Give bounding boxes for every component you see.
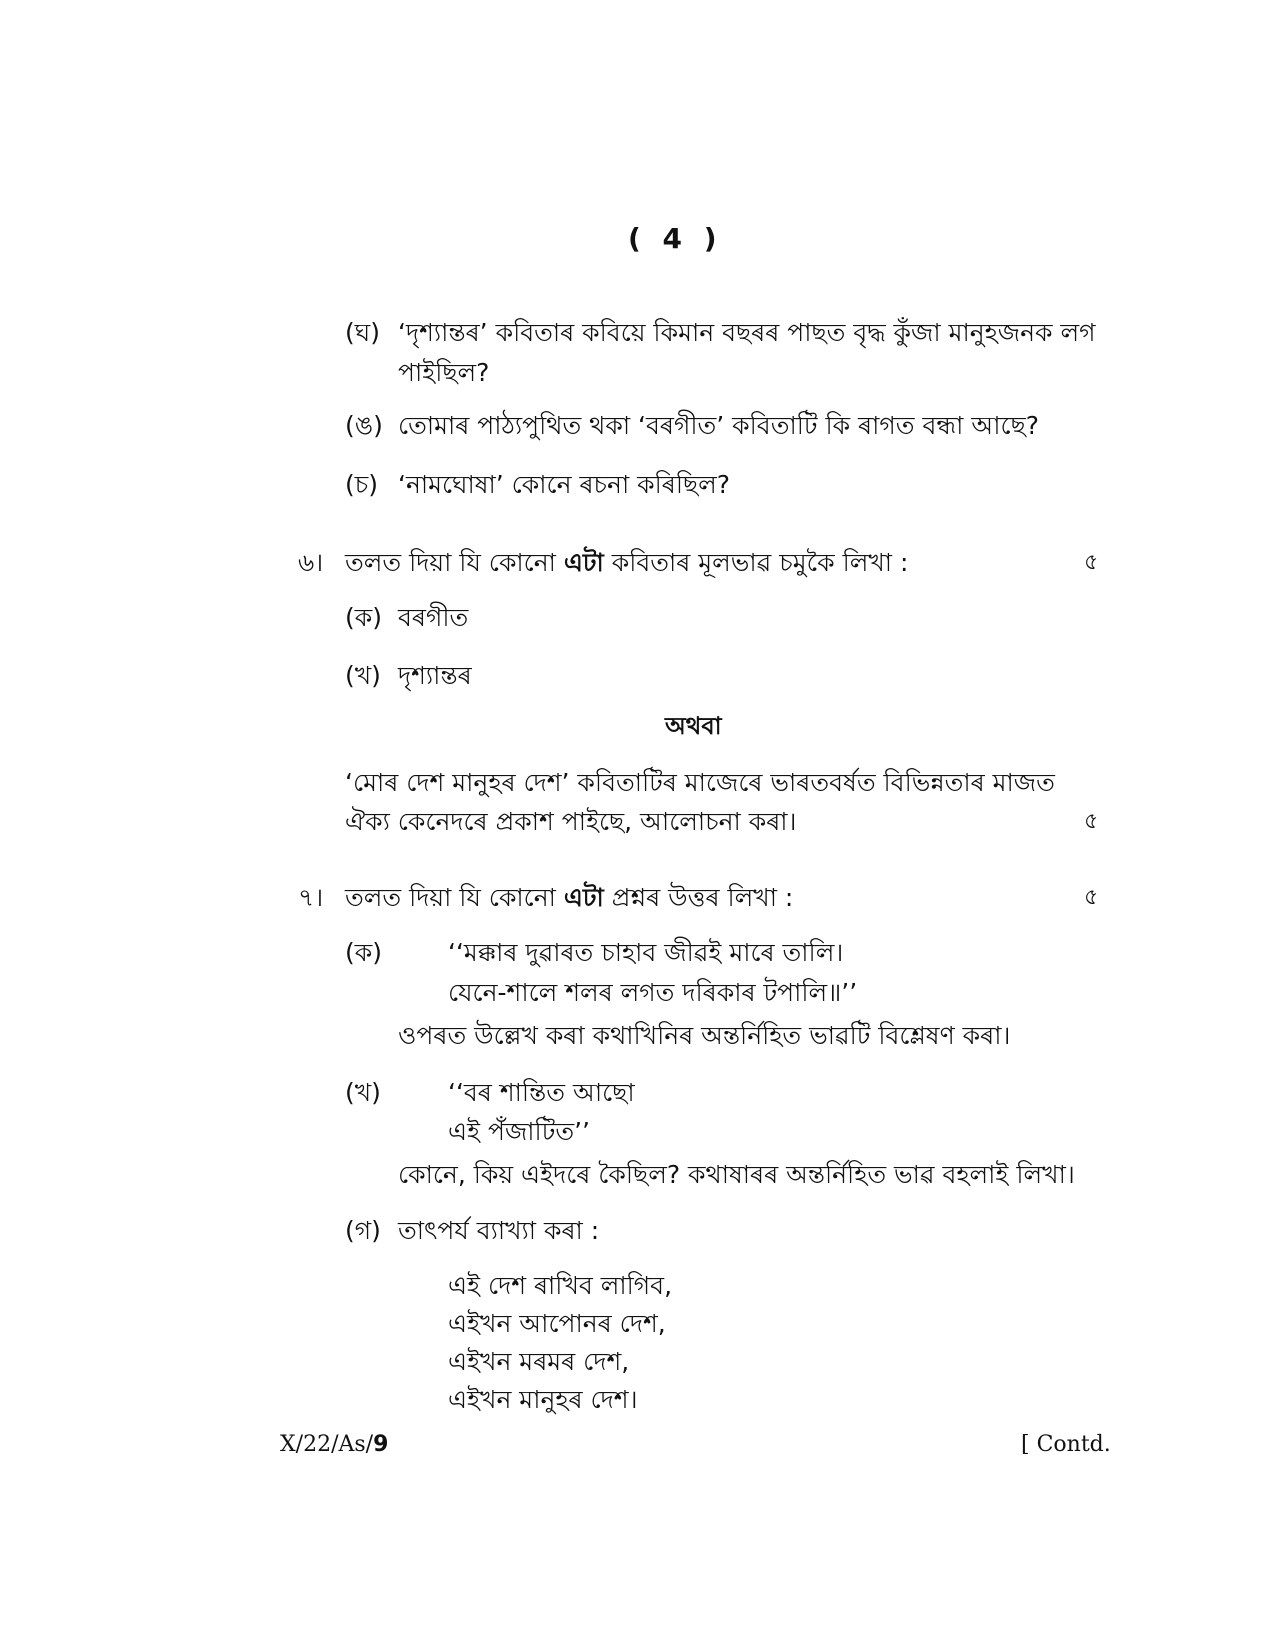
q7-marks: ৫ bbox=[1084, 885, 1099, 910]
q5-cha-text: ‘নামঘোষা’ কোনে ৰচনা কৰিছিল? bbox=[398, 470, 731, 499]
q6-ka-text: বৰগীত bbox=[398, 603, 469, 632]
or-heading: অথবা bbox=[665, 712, 722, 740]
q7-ga-verse-line: এইখন মৰমৰ দেশ, bbox=[448, 1347, 630, 1376]
q7-text-a: তলত দিয়া যি কোনো bbox=[345, 883, 556, 912]
q7-ka-verse1: ‘‘মক্কাৰ দুৱাৰত চাহাব জীৱই মাৰে তালি। bbox=[448, 938, 844, 967]
q6-question bbox=[345, 545, 908, 581]
q7-ga-verse-line: এইখন আপোনৰ দেশ, bbox=[448, 1309, 666, 1338]
page-number: ( 4 ) bbox=[628, 222, 723, 255]
q7-ga-label: (গ) bbox=[345, 1216, 381, 1245]
q7-ga-text: তাৎপৰ্য ব্যাখ্যা কৰা : bbox=[398, 1216, 600, 1245]
q7-ga-verse-line: এই দেশ ৰাখিব লাগিব, bbox=[448, 1271, 673, 1300]
q6-kha-text: দৃশ্যান্তৰ bbox=[398, 661, 472, 690]
q7-ka-verse2: যেনে-শালে শলৰ লগত দৰিকাৰ টপালি॥’’ bbox=[448, 978, 858, 1007]
q7-text-b: প্ৰশ্নৰ উত্তৰ লিখা : bbox=[611, 883, 794, 912]
q6-marks: ৫ bbox=[1084, 550, 1099, 575]
q7-kha-label: (খ) bbox=[345, 1078, 381, 1107]
paper-code-prefix: X/22/As/ bbox=[280, 1432, 374, 1457]
continued-label: [ Contd. bbox=[1021, 1432, 1111, 1457]
q7-ka-label: (ক) bbox=[345, 938, 382, 967]
q6-alt-line1: ‘মোৰ দেশ মানুহৰ দেশ’ কবিতাটিৰ মাজেৰে ভাৰতবৰ্ষত বিভিন্নতাৰ মাজত bbox=[345, 768, 1055, 797]
q7-text-bold: এটা bbox=[563, 883, 604, 912]
q5-cha-label: (চ) bbox=[345, 470, 378, 499]
q6-text-b: কবিতাৰ মূলভাৱ চমুকৈ লিখা : bbox=[611, 548, 909, 577]
q6-text-a: তলত দিয়া যি কোনো bbox=[345, 548, 556, 577]
q5-gha-line2: পাইছিল? bbox=[398, 358, 490, 387]
q7-kha-verse2: এই পঁজাটিত’’ bbox=[448, 1117, 590, 1146]
q7-ga-verse-line: এইখন মানুহৰ দেশ। bbox=[448, 1385, 638, 1414]
q5-nga-text: তোমাৰ পাঠ্যপুথিত থকা ‘বৰগীত’ কবিতাটি কি ৰাগত বন্ধা আছে? bbox=[398, 411, 1039, 440]
q6-alt-line2: ঐক্য কেনেদৰে প্ৰকাশ পাইছে, আলোচনা কৰা। bbox=[345, 807, 797, 836]
q6-kha-label: (খ) bbox=[345, 661, 381, 690]
q7-kha-verse1: ‘‘বৰ শান্তিত আছো bbox=[448, 1078, 635, 1107]
q6-text-bold: এটা bbox=[563, 548, 604, 577]
q7-number: ৭। bbox=[298, 883, 324, 912]
q5-gha-label: (ঘ) bbox=[345, 318, 380, 347]
q6-alt-marks: ৫ bbox=[1084, 809, 1099, 834]
q5-gha-line1: ‘দৃশ্যান্তৰ’ কবিতাৰ কবিয়ে কিমান বছৰৰ পাছত বৃদ্ধ কুঁজা মানুহজনক লগ bbox=[398, 318, 1096, 347]
q6-number: ৬। bbox=[298, 548, 324, 577]
paper-code bbox=[280, 1432, 388, 1457]
q7-question bbox=[345, 880, 793, 916]
q6-ka-label: (ক) bbox=[345, 603, 382, 632]
q7-ka-question: ওপৰত উল্লেখ কৰা কথাখিনিৰ অন্তৰ্নিহিত ভাৱটি বিশ্লেষণ কৰা। bbox=[398, 1021, 1011, 1050]
q5-nga-label: (ঙ) bbox=[345, 411, 383, 440]
q7-kha-question: কোনে, কিয় এইদৰে কৈছিল? কথাষাৰৰ অন্তৰ্নিহিত ভাৱ বহলাই লিখা। bbox=[398, 1160, 1075, 1189]
paper-code-set: 9 bbox=[373, 1432, 389, 1457]
